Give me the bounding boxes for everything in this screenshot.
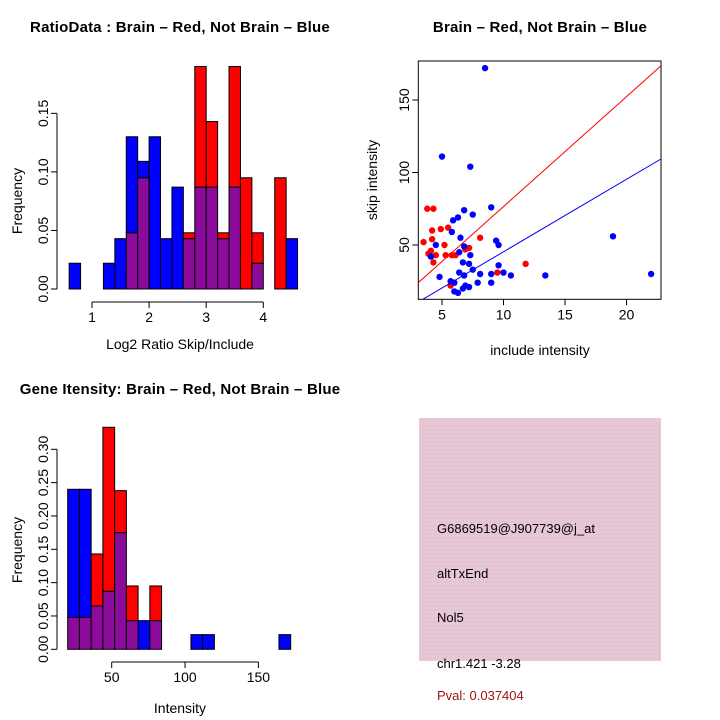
scatter-point bbox=[420, 239, 426, 245]
panel-ratio-histogram bbox=[0, 0, 360, 360]
histogram-bar bbox=[149, 137, 160, 289]
y-tick-label: 50 bbox=[396, 237, 412, 253]
x-tick-label: 4 bbox=[259, 309, 268, 325]
scatter-point bbox=[456, 249, 462, 255]
x-tick-label: 5 bbox=[438, 306, 446, 323]
gene-info-box bbox=[419, 418, 661, 703]
y-tick-label: 150 bbox=[396, 88, 412, 112]
scatter-point bbox=[455, 214, 461, 220]
y-tick-label: 100 bbox=[396, 160, 412, 185]
scatter-point bbox=[488, 280, 494, 286]
y-tick-label: 0.15 bbox=[35, 535, 51, 563]
histogram-bar-overlap bbox=[229, 187, 240, 289]
ratio-histogram-title: RatioData : Brain – Red, Not Brain – Blue bbox=[30, 19, 330, 36]
histogram-bar bbox=[103, 263, 114, 289]
scatter-point bbox=[460, 285, 466, 291]
scatter-point bbox=[429, 236, 435, 242]
scatter-point bbox=[477, 271, 483, 277]
y-tick-label: 0.25 bbox=[35, 469, 51, 497]
histogram-bar bbox=[138, 161, 149, 177]
histogram-bar bbox=[206, 122, 217, 188]
histogram-bar bbox=[91, 554, 103, 606]
scatter-point bbox=[482, 65, 488, 71]
panel-gene-intensity-histogram bbox=[0, 360, 360, 720]
histogram-bar-overlap bbox=[150, 621, 162, 650]
gene-intensity-histogram-title: Gene Itensity: Brain – Red, Not Brain – Blue bbox=[19, 381, 341, 398]
scatter-point bbox=[467, 164, 473, 170]
histogram-bar-overlap bbox=[91, 606, 103, 649]
intensity-scatter-title: Brain – Red, Not Brain – Blue bbox=[432, 19, 648, 36]
scatter-point bbox=[610, 233, 616, 239]
event-type-text: altTxEnd bbox=[437, 566, 489, 581]
ratio-histogram-xlabel: Log2 Ratio Skip/Include bbox=[106, 336, 254, 352]
pval-text: Pval: 0.037404 bbox=[437, 688, 524, 703]
scatter-point bbox=[522, 261, 528, 267]
scatter-point bbox=[439, 153, 445, 159]
scatter-point bbox=[430, 206, 436, 212]
scatter-point bbox=[457, 235, 463, 241]
gene-name-text: Nol5 bbox=[437, 610, 464, 625]
histogram-bar bbox=[69, 263, 80, 289]
scatter-point bbox=[467, 252, 473, 258]
scatter-point bbox=[433, 242, 439, 248]
histogram-bar-overlap bbox=[195, 187, 206, 289]
gene-intensity-histogram-xlabel: Intensity bbox=[153, 700, 207, 716]
gene-intensity-histogram-ylabel: Frequency bbox=[9, 516, 25, 584]
histogram-bar bbox=[191, 635, 203, 650]
x-tick-label: 1 bbox=[88, 309, 96, 325]
gene-intensity-histogram-plot bbox=[0, 360, 360, 720]
ratio-histogram-ylabel: Frequency bbox=[9, 167, 25, 235]
scatter-point bbox=[460, 259, 466, 265]
scatter-point bbox=[466, 261, 472, 267]
histogram-bar-overlap bbox=[103, 591, 115, 649]
histogram-bar bbox=[150, 586, 162, 621]
x-tick-label: 15 bbox=[557, 306, 573, 323]
scatter-point bbox=[508, 272, 514, 278]
intensity-scatter-plot bbox=[360, 0, 720, 360]
histogram-bar bbox=[68, 489, 80, 617]
histogram-bar-overlap bbox=[252, 263, 263, 289]
histogram-bar-overlap bbox=[206, 187, 217, 289]
histogram-bar bbox=[79, 489, 91, 617]
y-tick-label: 0.10 bbox=[35, 569, 51, 597]
x-tick-label: 3 bbox=[202, 309, 211, 325]
brain-fit-line bbox=[418, 66, 661, 283]
scatter-point bbox=[488, 271, 494, 277]
histogram-bar bbox=[138, 621, 150, 650]
histogram-bar bbox=[183, 233, 194, 239]
scatter-point bbox=[474, 280, 480, 286]
y-tick-label: 0.05 bbox=[35, 602, 51, 630]
scatter-point bbox=[470, 211, 476, 217]
histogram-bar-overlap bbox=[138, 178, 149, 289]
histogram-bar bbox=[126, 137, 137, 233]
scatter-point bbox=[441, 242, 447, 248]
histogram-bar bbox=[195, 67, 206, 188]
x-tick-label: 150 bbox=[246, 669, 271, 685]
scatter-point bbox=[488, 204, 494, 210]
ratio-histogram-plot bbox=[0, 0, 360, 360]
scatter-point bbox=[542, 272, 548, 278]
histogram-bar bbox=[286, 239, 297, 289]
y-tick-label: 0.00 bbox=[35, 635, 51, 663]
scatter-point bbox=[428, 248, 434, 254]
scatter-point bbox=[442, 252, 448, 258]
intensity-scatter-ylabel: skip intensity bbox=[364, 139, 380, 221]
y-tick-label: 0.30 bbox=[35, 435, 51, 463]
panel-gene-info bbox=[360, 360, 720, 720]
y-tick-label: 0.05 bbox=[35, 216, 51, 245]
scatter-point bbox=[424, 206, 430, 212]
chromosome-location-text: chr1.421 -3.28 bbox=[437, 656, 521, 671]
histogram-bar-overlap bbox=[126, 233, 137, 289]
x-tick-label: 2 bbox=[145, 309, 153, 325]
scatter-point bbox=[494, 269, 500, 275]
histogram-bar bbox=[240, 178, 251, 289]
histogram-bar bbox=[161, 239, 172, 289]
histogram-bar bbox=[115, 491, 127, 533]
x-tick-label: 100 bbox=[173, 669, 197, 685]
histogram-bar-overlap bbox=[218, 239, 229, 289]
probe-id-text: G6869519@J907739@j_at bbox=[437, 521, 595, 536]
histogram-bar bbox=[218, 233, 229, 239]
y-tick-label: 0.00 bbox=[35, 275, 51, 303]
histogram-bar-overlap bbox=[126, 621, 138, 650]
histogram-bar-overlap bbox=[68, 617, 80, 649]
histogram-bar bbox=[172, 187, 183, 289]
y-tick-label: 0.20 bbox=[35, 502, 51, 530]
panel-intensity-scatter bbox=[360, 0, 720, 360]
y-tick-label: 0.15 bbox=[35, 99, 51, 127]
plot-area bbox=[418, 65, 661, 302]
histogram-bar bbox=[279, 635, 291, 650]
histogram-bar bbox=[252, 233, 263, 263]
histogram-bar-overlap bbox=[115, 533, 127, 650]
x-tick-label: 50 bbox=[103, 669, 120, 685]
scatter-point bbox=[495, 242, 501, 248]
scatter-point bbox=[436, 274, 442, 280]
intensity-scatter-xlabel: include intensity bbox=[490, 342, 590, 358]
histogram-bar bbox=[203, 635, 215, 650]
histogram-bar bbox=[103, 427, 115, 591]
x-tick-label: 10 bbox=[495, 306, 512, 323]
scatter-point bbox=[438, 226, 444, 232]
histogram-bar bbox=[229, 67, 240, 188]
histogram-bar-overlap bbox=[79, 617, 91, 649]
scatter-point bbox=[428, 253, 434, 259]
histogram-bar bbox=[275, 178, 286, 289]
histogram-bar bbox=[115, 239, 126, 289]
x-tick-label: 20 bbox=[618, 306, 635, 323]
scatter-point bbox=[429, 227, 435, 233]
y-tick-label: 0.10 bbox=[35, 158, 51, 186]
scatter-point bbox=[495, 262, 501, 268]
histogram-bar bbox=[126, 586, 138, 621]
scatter-point bbox=[455, 290, 461, 296]
scatter-point bbox=[430, 259, 436, 265]
scatter-point bbox=[449, 229, 455, 235]
scatter-point bbox=[648, 271, 654, 277]
histogram-bar-overlap bbox=[183, 239, 194, 289]
scatter-point bbox=[477, 235, 483, 241]
scatter-point bbox=[500, 269, 506, 275]
scatter-point bbox=[466, 284, 472, 290]
scatter-point bbox=[461, 207, 467, 213]
